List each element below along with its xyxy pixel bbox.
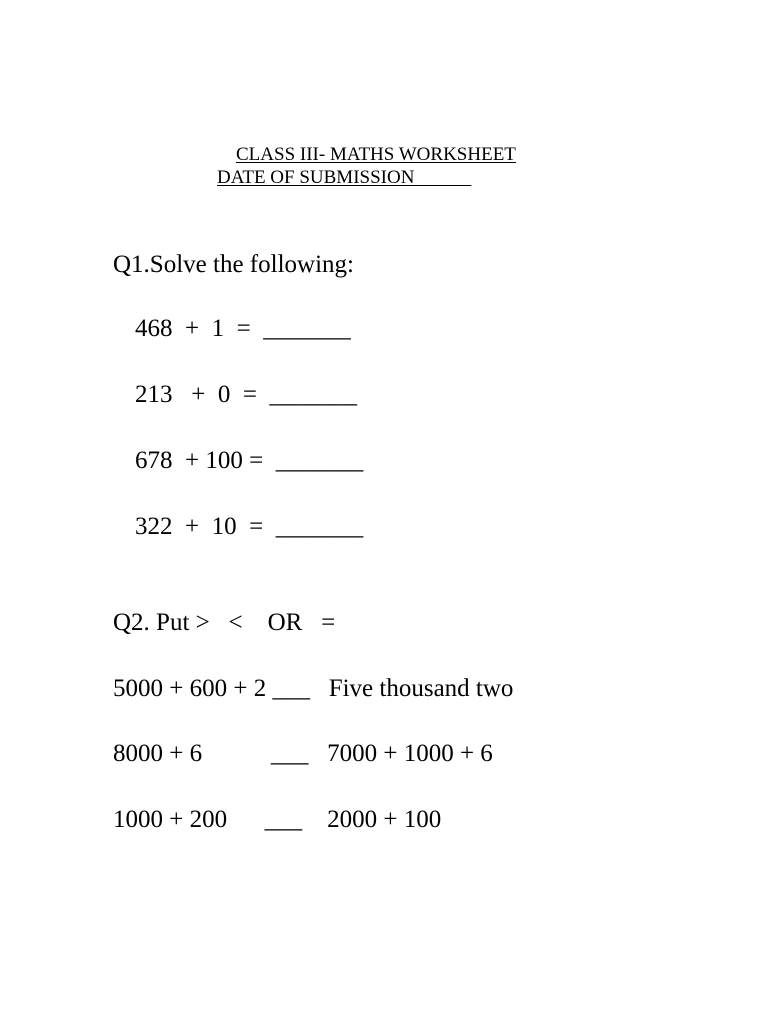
date-of-submission: DATE OF SUBMISSION (217, 167, 472, 188)
worksheet-title: CLASS III- MATHS WORKSHEET (236, 144, 516, 165)
q2-compare-item: 5000 + 600 + 2 ___ Five thousand two (113, 675, 514, 702)
q1-sum-item: 678 + 100 = _______ (135, 447, 364, 474)
question-2-heading: Q2. Put > < OR = (113, 609, 336, 636)
q1-sum-item: 213 + 0 = _______ (135, 381, 357, 408)
q2-compare-item: 8000 + 6 ___ 7000 + 1000 + 6 (113, 740, 493, 767)
q2-compare-item: 1000 + 200 ___ 2000 + 100 (113, 806, 442, 833)
q1-sum-item: 468 + 1 = _______ (135, 315, 351, 342)
question-1-heading: Q1.Solve the following: (113, 251, 354, 278)
q1-sum-item: 322 + 10 = _______ (135, 513, 364, 540)
